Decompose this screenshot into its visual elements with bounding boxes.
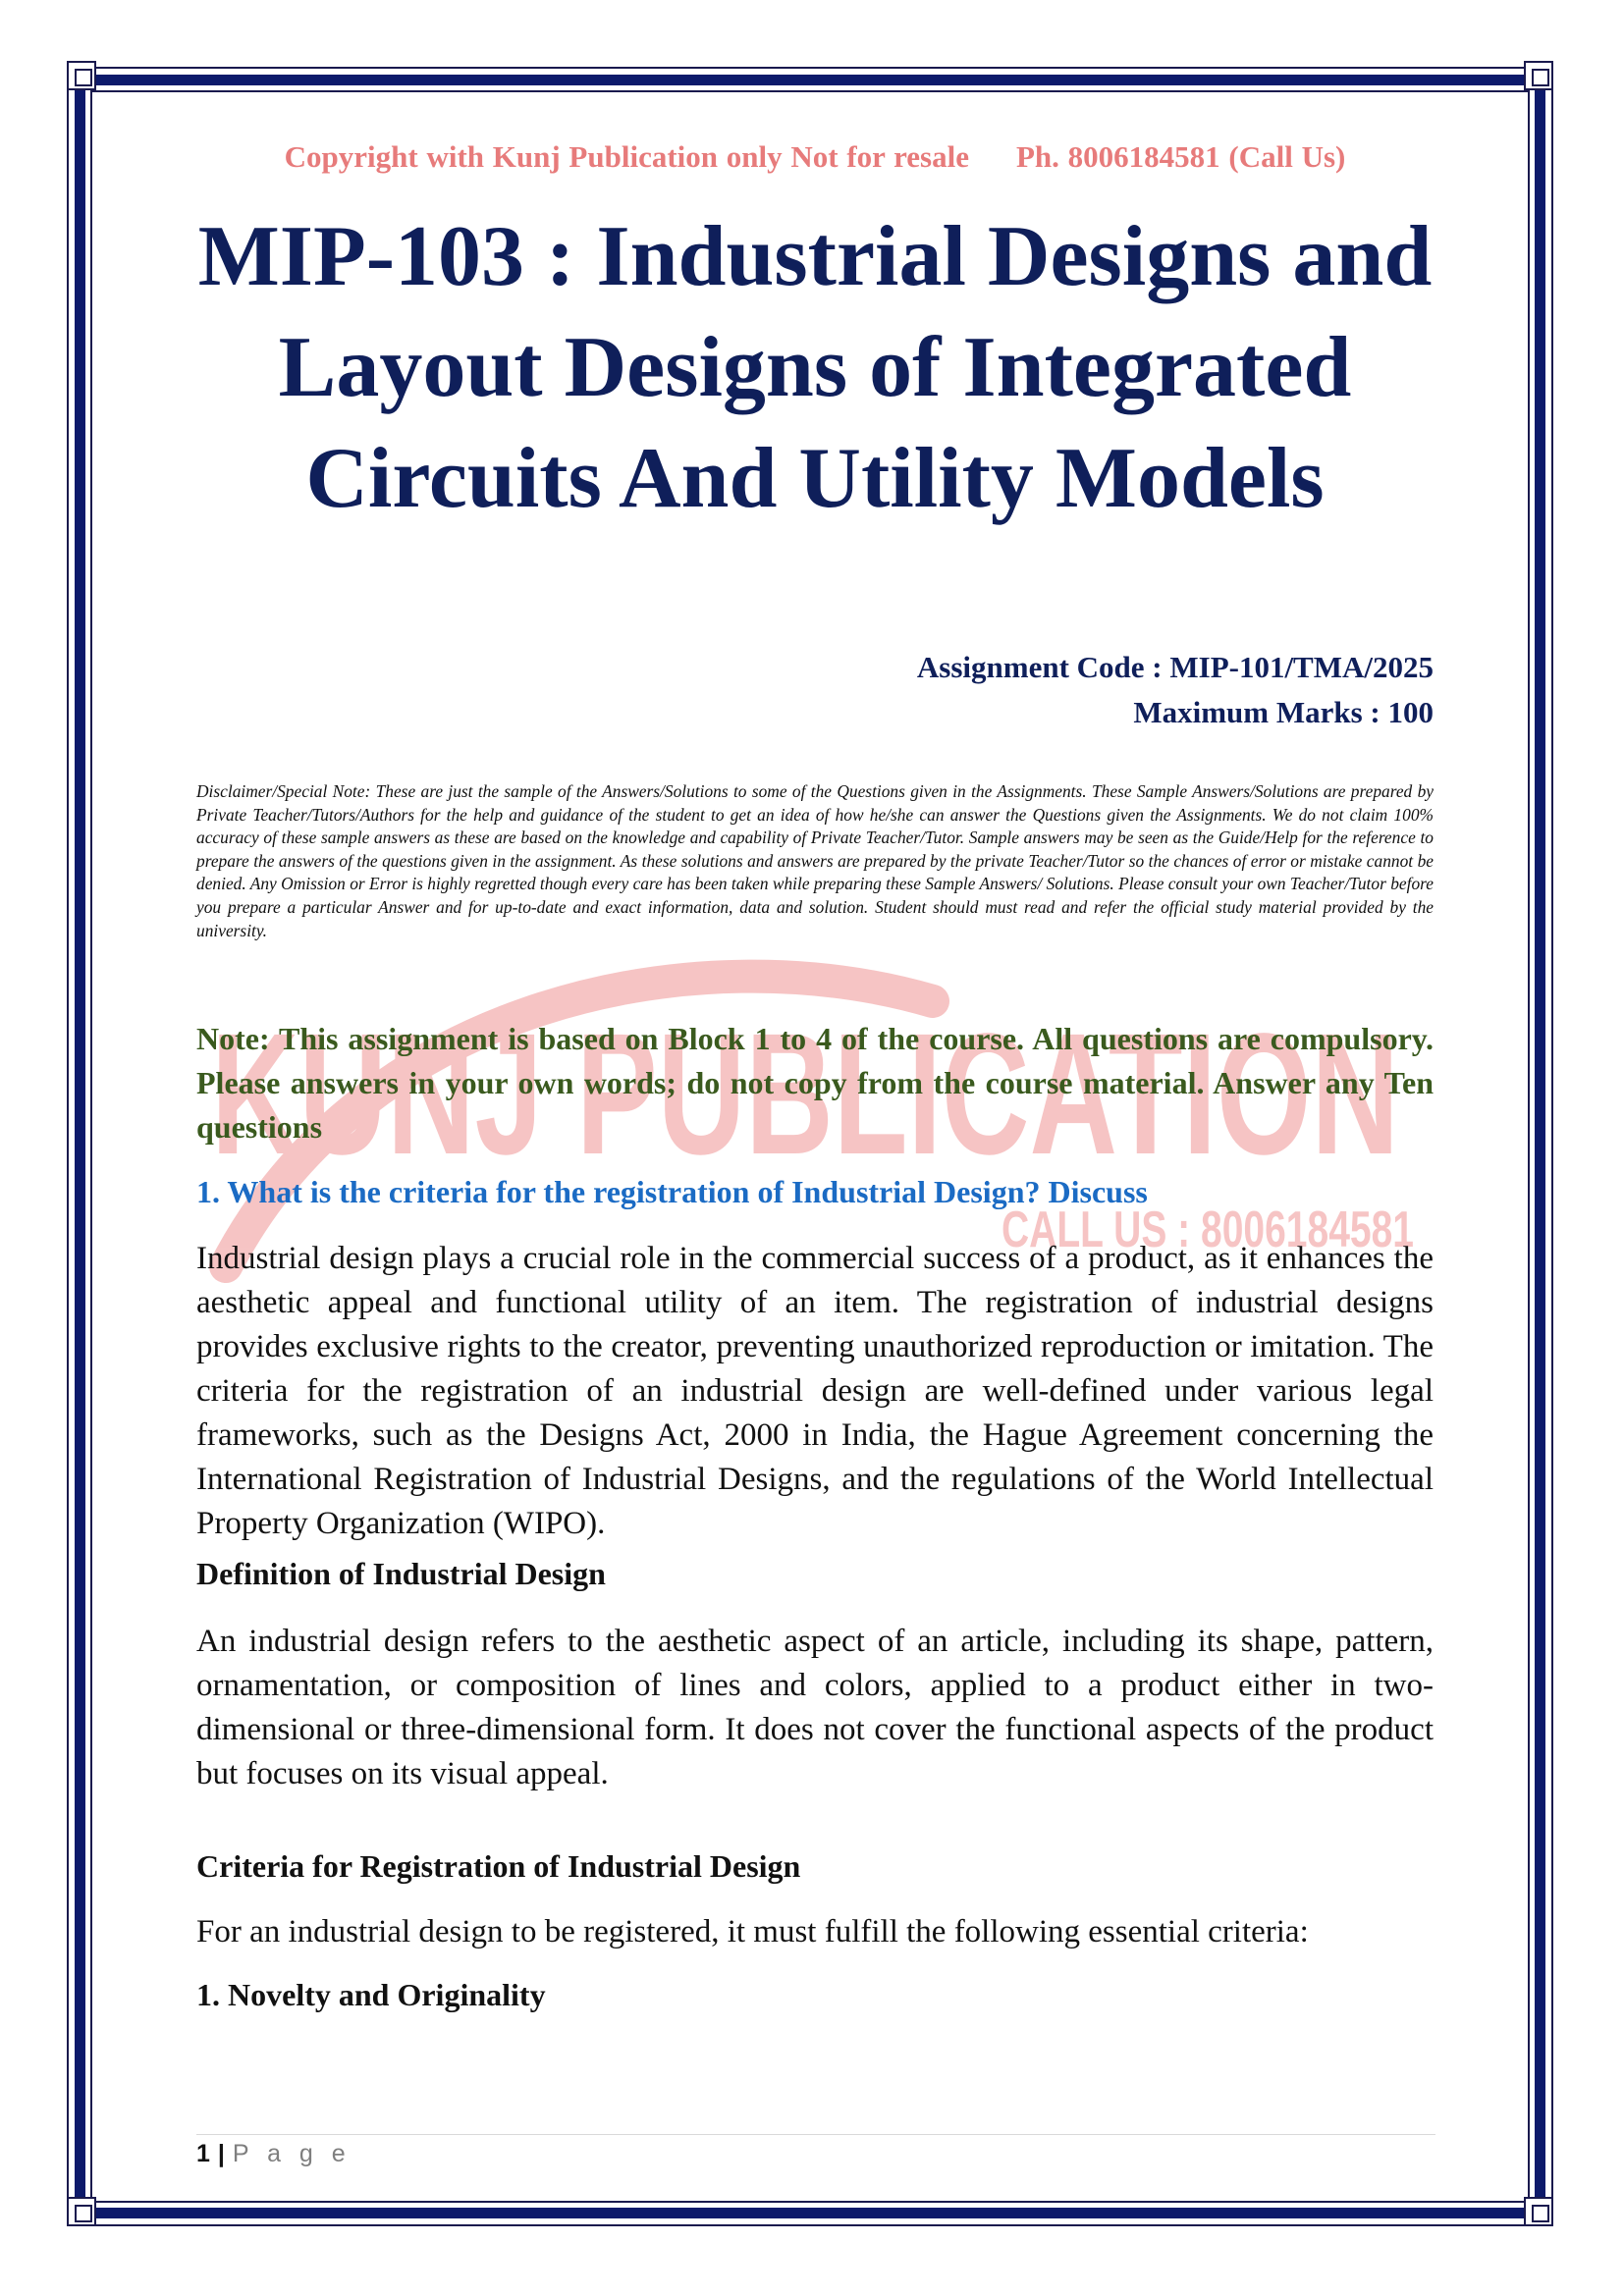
assignment-code: Assignment Code : MIP-101/TMA/2025: [916, 650, 1434, 684]
border-corner-bottom-left: [67, 2197, 96, 2226]
answer-paragraph-definition: An industrial design refers to the aesthetic aspect of an article, including its shape, pattern, ornamentation, or composition of lines and colors, applied to a product either in two-dimensional or three-dimensional form. It does not cover the functional aspects of the product but focuses on its visual appeal.: [196, 1624, 1434, 1791]
phone-text: Ph. 8006184581 (Call Us): [1015, 139, 1346, 174]
answer-paragraph-intro: Industrial design plays a crucial role in the commercial success of a product, as it enhances the aesthetic appeal and functional utility of an item. The registration of industrial designs provides exclusive rights to the creator, preventing unauthorized reproduction or imitation. The criteria for the registration of an industrial design are well-defined under various legal frameworks, such as the Designs Act, 2000 in India, the Hague Agreement concerning the International Registration of Industrial Designs, and the regulations of the World Intellectual Property Organization (WIPO).: [196, 1241, 1434, 1541]
document-title: [196, 201, 1434, 534]
watermark-brand-text: KUNJ PUBLICATION: [211, 998, 1399, 1191]
title-line-3: Circuits And Utility Models: [305, 431, 1325, 526]
footer-separator: |: [217, 2140, 225, 2167]
maximum-marks: Maximum Marks : 100: [1133, 695, 1434, 729]
copyright-text: Copyright with Kunj Publication only Not for resale: [284, 139, 969, 174]
footer-divider: [196, 2134, 1435, 2135]
border-corner-bottom-right: [1524, 2197, 1553, 2226]
page-number: 1: [196, 2140, 210, 2167]
copyright-header: [196, 139, 1434, 175]
title-line-1: MIP-103 : Industrial Designs and: [197, 209, 1433, 304]
border-corner-top-left: [67, 61, 96, 90]
assignment-info: [917, 645, 1434, 735]
heading-criteria: Criteria for Registration of Industrial Design: [196, 1848, 801, 1884]
heading-novelty: 1. Novelty and Originality: [196, 1977, 546, 2012]
assignment-note: Note: This assignment is based on Block 1 to 4 of the course. All questions are compulsory. Please answers in your own words; do not copy from the course material. Answer any Ten questions: [196, 1021, 1434, 1145]
page-footer: [196, 2140, 352, 2168]
answer-paragraph-criteria: For an industrial design to be registered, it must fulfill the following essential criteria:: [196, 1914, 1309, 1949]
border-corner-top-right: [1524, 61, 1553, 90]
title-line-2: Layout Designs of Integrated: [278, 320, 1352, 415]
heading-definition: Definition of Industrial Design: [196, 1556, 606, 1591]
watermark-phone-text: CALL US : 8006184581: [1001, 1201, 1414, 1258]
page-label: P a g e: [232, 2140, 352, 2167]
disclaimer-note: Disclaimer/Special Note: These are just the sample of the Answers/Solutions to some of the Questions given in the Assignments. These Sample Answers/Solutions are prepared by Private Teacher/Tutors/Authors for the help and guidance of the student to get an idea of how he/she can answer the Questions given the Assignments. We do not claim 100% accuracy of these sample answers as these are based on the knowledge and capability of Private Teacher/Tutor. Sample answers may be seen as the Guide/Help for the reference to prepare the answers of the questions given in the assignment. As these solutions and answers are prepared by the private Teacher/Tutor so the chances of error or mistake cannot be denied. Any Omission or Error is highly regretted though every care has been taken while preparing these Sample Answers/ Solutions. Please consult your own Teacher/Tutor before you prepare a particular Answer and for up-to-date and exact information, data and solution. Student should must read and refer the official study material provided by the university.: [196, 781, 1434, 940]
question-1: 1. What is the criteria for the registration of Industrial Design? Discuss: [196, 1174, 1148, 1209]
